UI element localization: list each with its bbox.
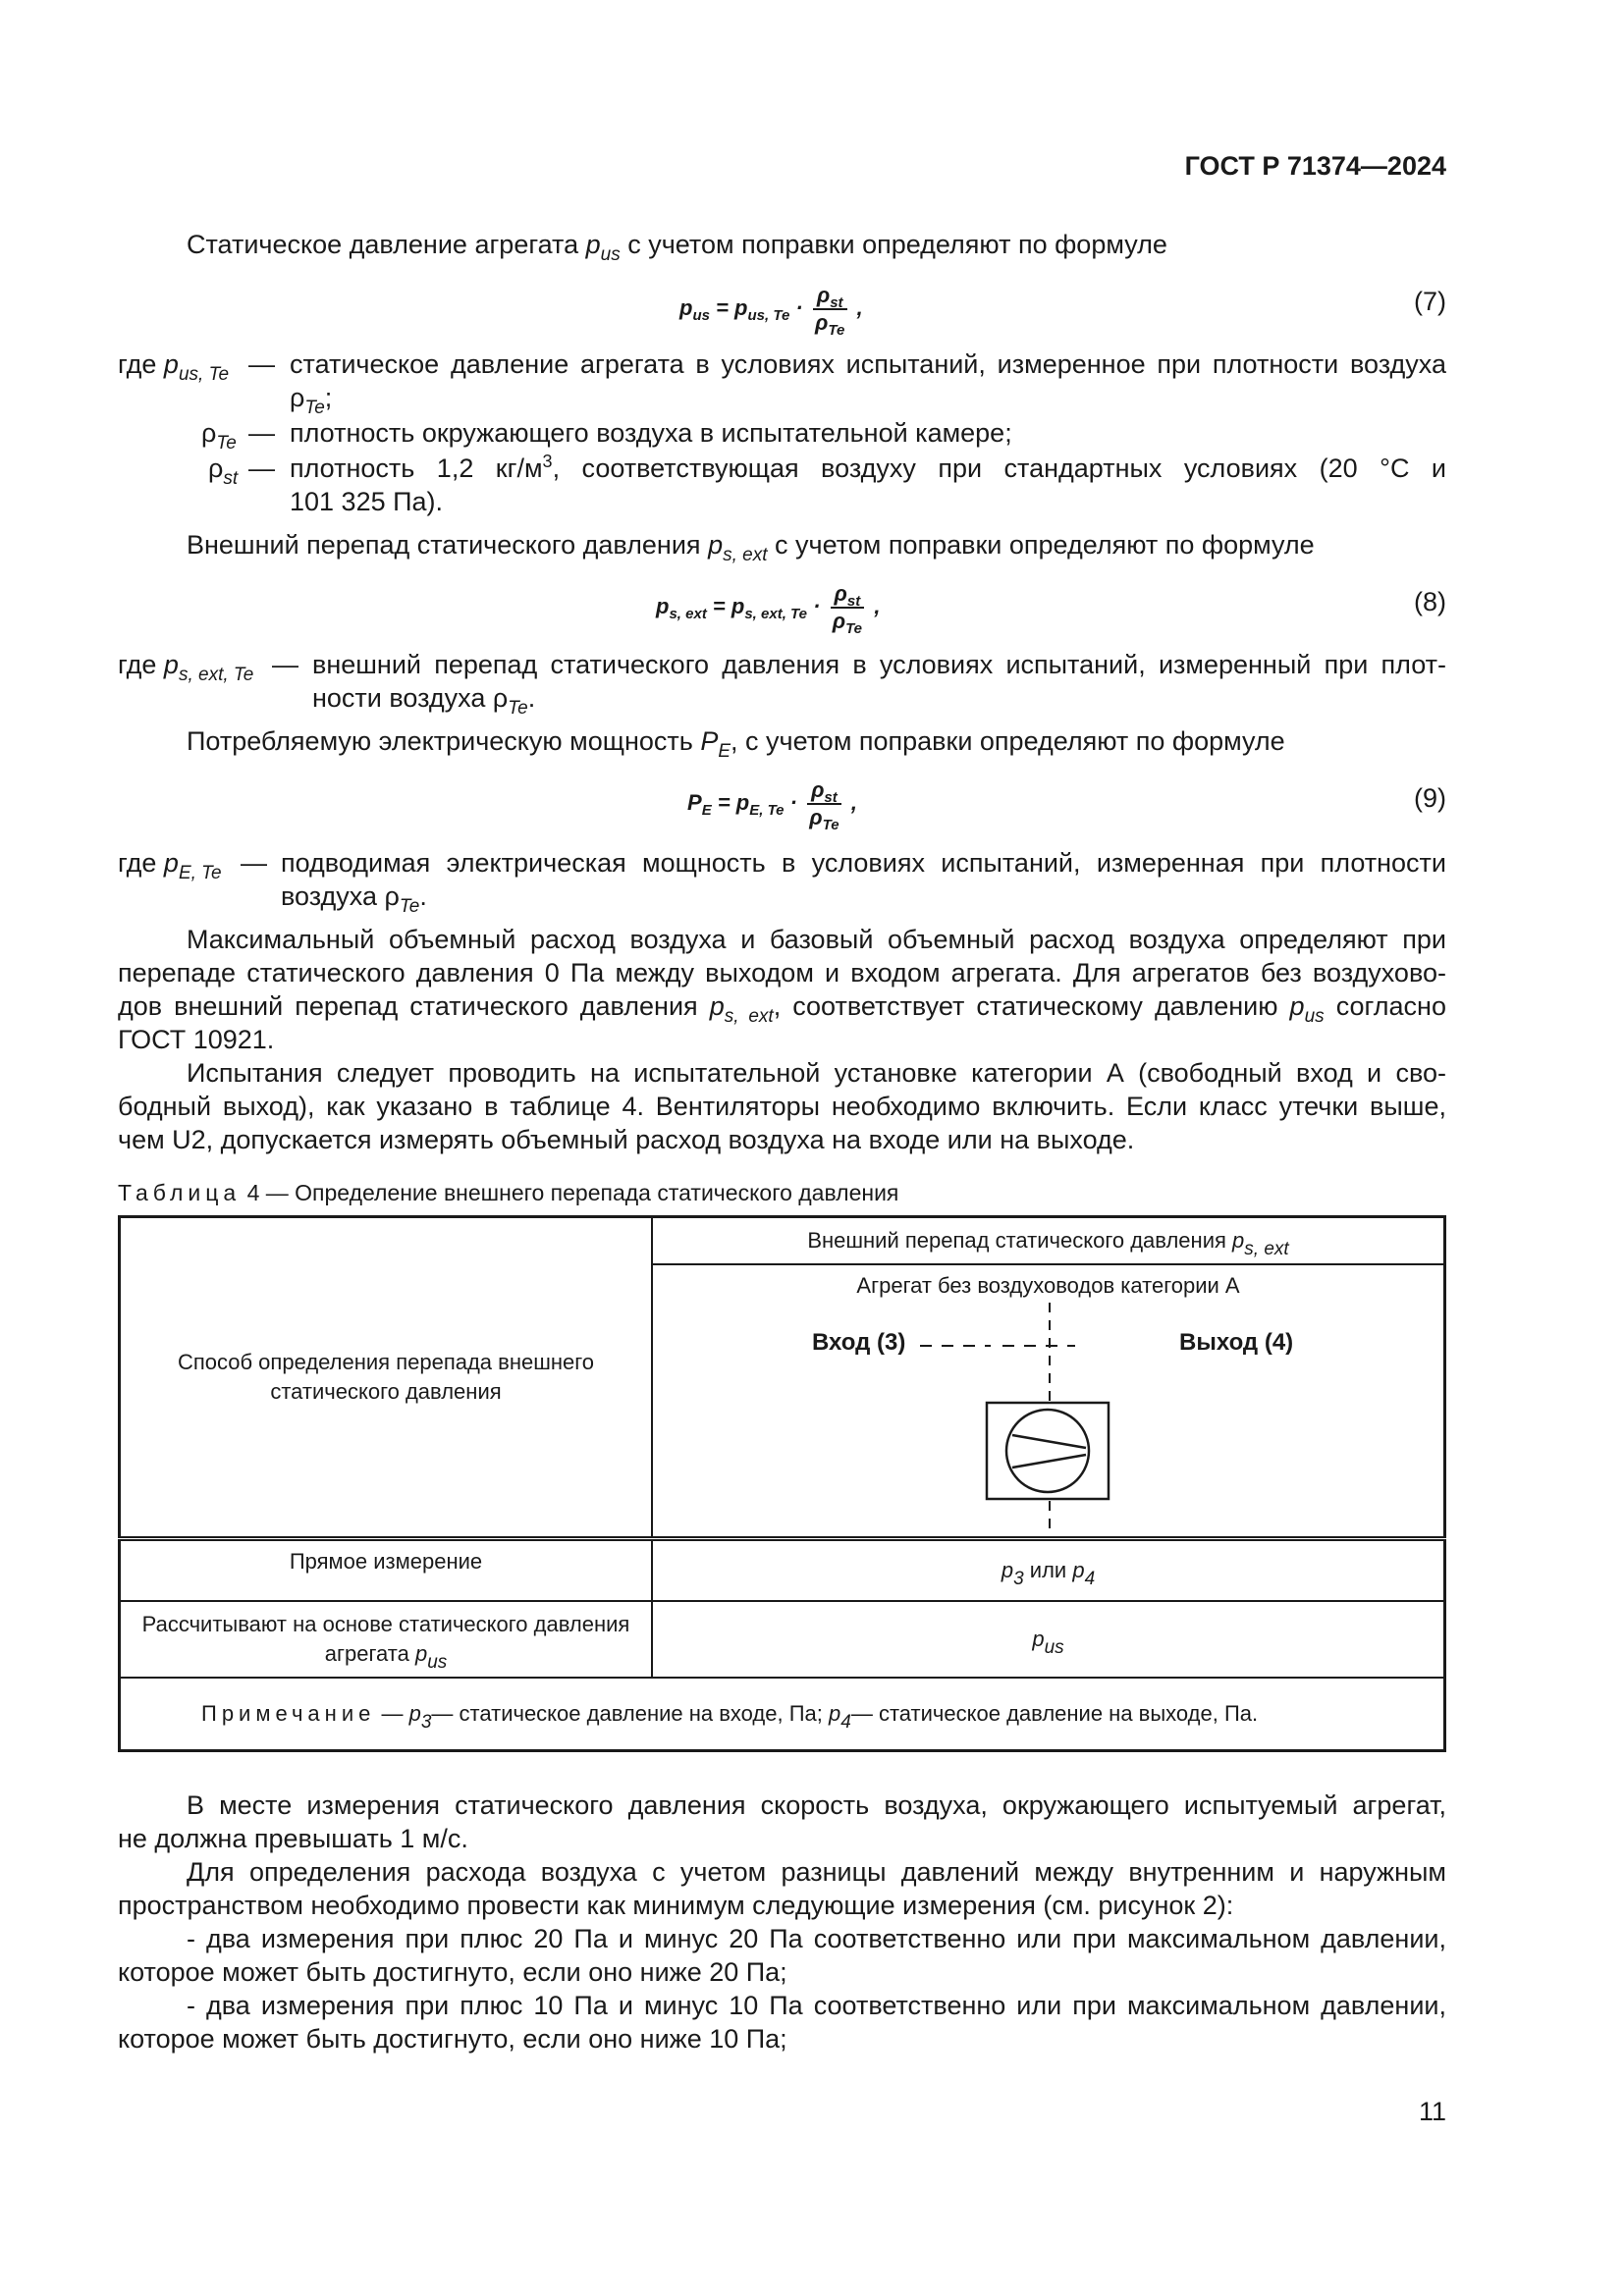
table-head-left: Способ определения перепада внешнего статического давления xyxy=(120,1217,653,1539)
paragraph-6-line-2: не должна превышать 1 м/с. xyxy=(118,1824,468,1853)
paragraph-4-line-3: дов внешний перепад статического давления $p_{s, ext}$, соответствует статическому давлению $p_{us}$ согласно xyxy=(118,991,1446,1027)
row2-method: Рассчитывают на основе статического давления агрегата $p_{us}$ xyxy=(120,1601,653,1678)
paragraph-2: Внешний перепад статического давления $p_{s, ext}$ с учетом поправки определяют по формуле xyxy=(187,530,1315,565)
list-item-1-line-2: которое может быть достигнуто, если оно ниже 20 Па; xyxy=(118,1957,787,1987)
equation-number-9: (9) xyxy=(1414,783,1446,813)
where-text-8-cont: ности воздуха $\rho_{Te}$. xyxy=(312,683,536,719)
list-item-2-line-2: которое может быть достигнуто, если оно ниже 10 Па; xyxy=(118,2024,787,2054)
table-4 xyxy=(118,1215,1446,1752)
where-text-7-1-cont: $\rho_{Te}$; xyxy=(290,383,333,418)
page-number: 11 xyxy=(1418,2097,1446,2126)
where-text-8: внешний перепад статического давления в условиях испытаний, измеренный при плот- xyxy=(312,650,1446,679)
where-dash: — xyxy=(248,418,275,448)
formula-7: $p_{us} = p_{us, Te}$ · $\frac{\rho_{st}}{\rho_{Te}}$ , xyxy=(679,283,863,339)
equation-number-8: (8) xyxy=(1414,587,1446,616)
list-item-2-line-1: - два измерения при плюс 10 Па и минус 10 Па соответственно или при максимальном давлении, xyxy=(187,1991,1446,2020)
where-label-9: где $p_{E, Te}$ xyxy=(118,848,222,883)
where-dash: — xyxy=(248,454,275,483)
where-symbol-rho-te: $\rho_{Te}$ xyxy=(201,418,237,454)
formula-8: $p_{s, ext} = p_{s, ext, Te}$ · $\frac{\rho_{st}}{\rho_{Te}}$ , xyxy=(656,581,881,637)
paragraph-7-line-2: пространством необходимо провести как минимум следующие измерения (см. рисунок 2): xyxy=(118,1891,1234,1920)
where-dash: — xyxy=(248,349,275,379)
table-diagram-cell xyxy=(652,1264,1445,1539)
paragraph-3: Потребляемую электрическую мощность $P_E$, с учетом поправки определяют по формуле xyxy=(187,726,1285,762)
row1-method: Прямое измерение xyxy=(120,1538,653,1601)
table-caption: Таблица 4 — Определение внешнего перепада статического давления xyxy=(118,1180,899,1205)
outlet-label: Выход (4) xyxy=(1179,1328,1294,1356)
paragraph-4-line-2: перепаде статического давления 0 Па между выходом и входом агрегата. Для агрегатов без воздухово- xyxy=(118,958,1446,988)
paragraph-5-line-2: бодный выход), как указано в таблице 4. Вентиляторы необходимо включить. Если класс утечки выше, xyxy=(118,1092,1446,1121)
paragraph-5-line-3: чем U2, допускается измерять объемный расход воздуха на входе или на выходе. xyxy=(118,1125,1135,1154)
table-head-right: Внешний перепад статического давления $p_{s, ext}$ xyxy=(652,1217,1445,1264)
formula-9: $P_E = p_{E, Te}$ · $\frac{\rho_{st}}{\rho_{Te}}$ , xyxy=(687,777,857,833)
paragraph-4-line-1: Максимальный объемный расход воздуха и базовый объемный расход воздуха определяют при xyxy=(187,925,1446,954)
row1-value: $p_3$ или $p_4$ xyxy=(652,1538,1445,1601)
where-text-7-3-cont: 101 325 Па). xyxy=(290,487,444,516)
paragraph-4-line-4: ГОСТ 10921. xyxy=(118,1025,275,1054)
where-dash: — xyxy=(241,848,267,878)
inlet-label: Вход (3) xyxy=(812,1328,906,1356)
where-symbol-rho-st: $\rho_{st}$ xyxy=(208,454,239,489)
unit-housing xyxy=(987,1403,1109,1499)
where-text-7-2: плотность окружающего воздуха в испытательной камере; xyxy=(290,418,1012,448)
paragraph-6-line-1: В месте измерения статического давления скорость воздуха, окружающего испытуемый агрегат, xyxy=(187,1790,1446,1820)
document-header: ГОСТ Р 71374—2024 xyxy=(1184,151,1446,181)
fan-icon xyxy=(1006,1410,1089,1492)
paragraph-5-line-1: Испытания следует проводить на испытательной установке категории А (свободный вход и сво- xyxy=(187,1058,1446,1088)
where-dash: — xyxy=(272,650,298,679)
where-label-8: где $p_{s, ext, Te}$ xyxy=(118,650,254,685)
row2-value: $p_{us}$ xyxy=(652,1601,1445,1678)
table-note: Примечание — $p_3—$ статическое давление на входе, Па; $p_4—$ статическое давление на выходе, Па. xyxy=(120,1678,1445,1750)
where-text-9: подводимая электрическая мощность в условиях испытаний, измеренная при плотности xyxy=(281,848,1446,878)
list-item-1-line-1: - два измерения при плюс 20 Па и минус 20 Па соответственно или при максимальном давлении, xyxy=(187,1924,1446,1953)
where-label-7: где $p_{us, Te}$ xyxy=(118,349,230,385)
where-text-7-3: плотность 1,2 $кг/м^3$, соответствующая воздуху при стандартных условиях (20 °С и xyxy=(290,452,1446,483)
where-text-7-1: статическое давление агрегата в условиях испытаний, измеренное при плотности воздуха xyxy=(290,349,1446,379)
where-text-9-cont: воздуха $\rho_{Te}$. xyxy=(281,881,427,917)
table-subhead: Агрегат без воздуховодов категории А xyxy=(856,1272,1240,1298)
fan-unit-diagram xyxy=(653,1301,1438,1536)
equation-number-7: (7) xyxy=(1414,287,1446,316)
paragraph-1: Статическое давление агрегата $p_{us}$ с учетом поправки определяют по формуле xyxy=(187,230,1167,265)
paragraph-7-line-1: Для определения расхода воздуха с учетом разницы давлений между внутренним и наружным xyxy=(187,1857,1446,1887)
